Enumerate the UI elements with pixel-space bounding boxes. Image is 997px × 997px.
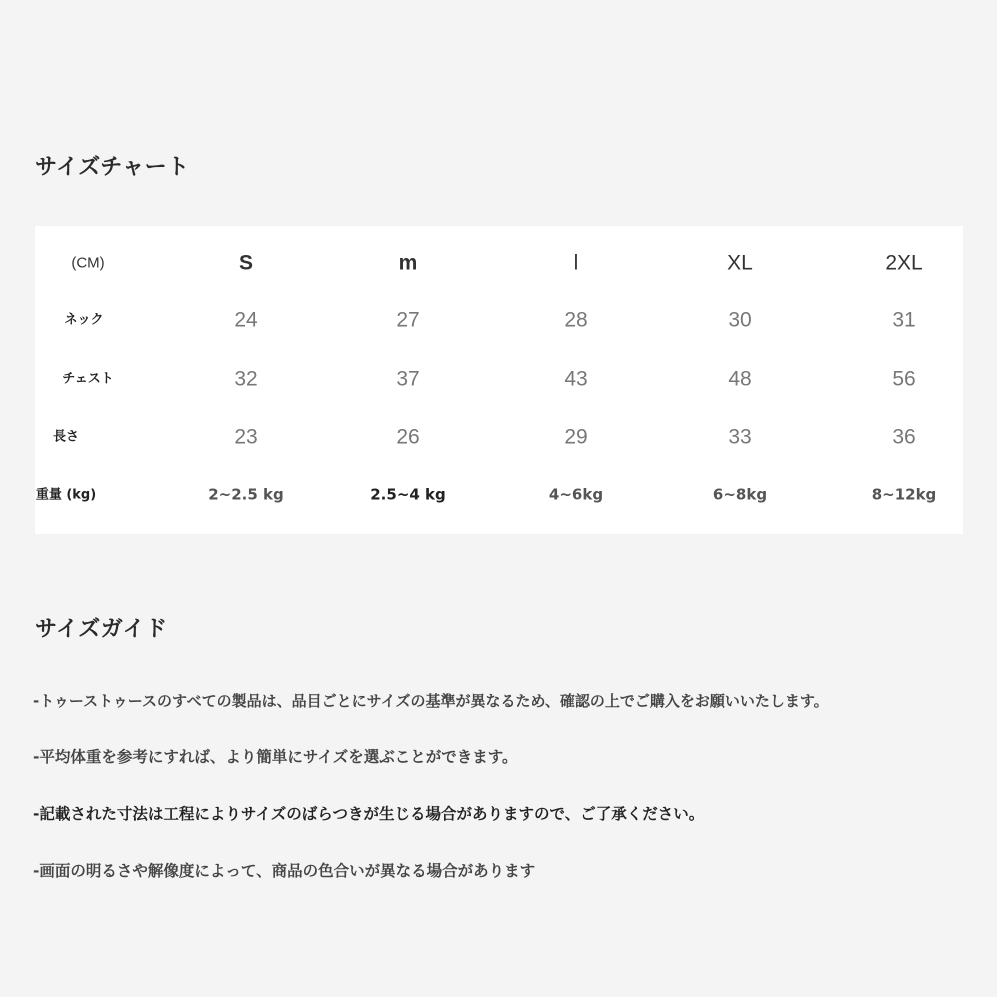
table-cell: 27: [396, 308, 420, 332]
size-header-2xl: 2XL: [885, 251, 923, 275]
table-cell: 30: [728, 308, 752, 332]
table-cell: 32: [234, 367, 258, 391]
table-cell: 56: [892, 367, 916, 391]
row-label-weight: 重量 (kg): [35, 487, 97, 503]
table-cell: 36: [892, 425, 916, 449]
size-header-l: l: [573, 251, 579, 275]
table-cell: 23: [234, 425, 258, 449]
table-cell: 29: [564, 425, 588, 449]
table-cell: 48: [728, 367, 752, 391]
size-header-xl: XL: [727, 251, 753, 275]
unit-label: (CM): [71, 254, 105, 272]
guide-note: -記載された寸法は工程によりサイズのばらつきが生じる場合がありますので、ご了承ください。: [33, 805, 705, 823]
table-cell: 4~6kg: [548, 485, 604, 504]
table-cell: 37: [396, 367, 420, 391]
size-guide-title: サイズガイド: [35, 617, 168, 642]
table-cell: 43: [564, 367, 588, 391]
table-cell: 8~12kg: [871, 485, 937, 504]
table-cell: 6~8kg: [712, 485, 768, 504]
guide-note: -平均体重を参考にすれば、より簡単にサイズを選ぶことができます。: [33, 748, 518, 766]
size-chart-title: サイズチャート: [35, 155, 190, 180]
table-cell: 26: [396, 425, 420, 449]
size-header-s: S: [238, 251, 254, 275]
row-label-neck: ネック: [64, 312, 104, 328]
row-label-chest: チェスト: [62, 371, 114, 387]
table-cell: 2.5~4 kg: [370, 485, 446, 504]
table-cell: 31: [892, 308, 916, 332]
row-label-length: 長さ: [52, 429, 80, 445]
table-cell: 33: [728, 425, 752, 449]
guide-note: -トゥーストゥースのすべての製品は、品目ごとにサイズの基準が異なるため、確認の上でご購入をお願いいたします。: [33, 692, 829, 710]
table-cell: 24: [234, 308, 258, 332]
size-header-m: m: [398, 251, 418, 275]
table-cell: 28: [564, 308, 588, 332]
size-table: [35, 226, 963, 534]
table-cell: 2~2.5 kg: [208, 485, 284, 504]
guide-note: -画面の明るさや解像度によって、商品の色合いが異なる場合があります: [33, 862, 536, 880]
